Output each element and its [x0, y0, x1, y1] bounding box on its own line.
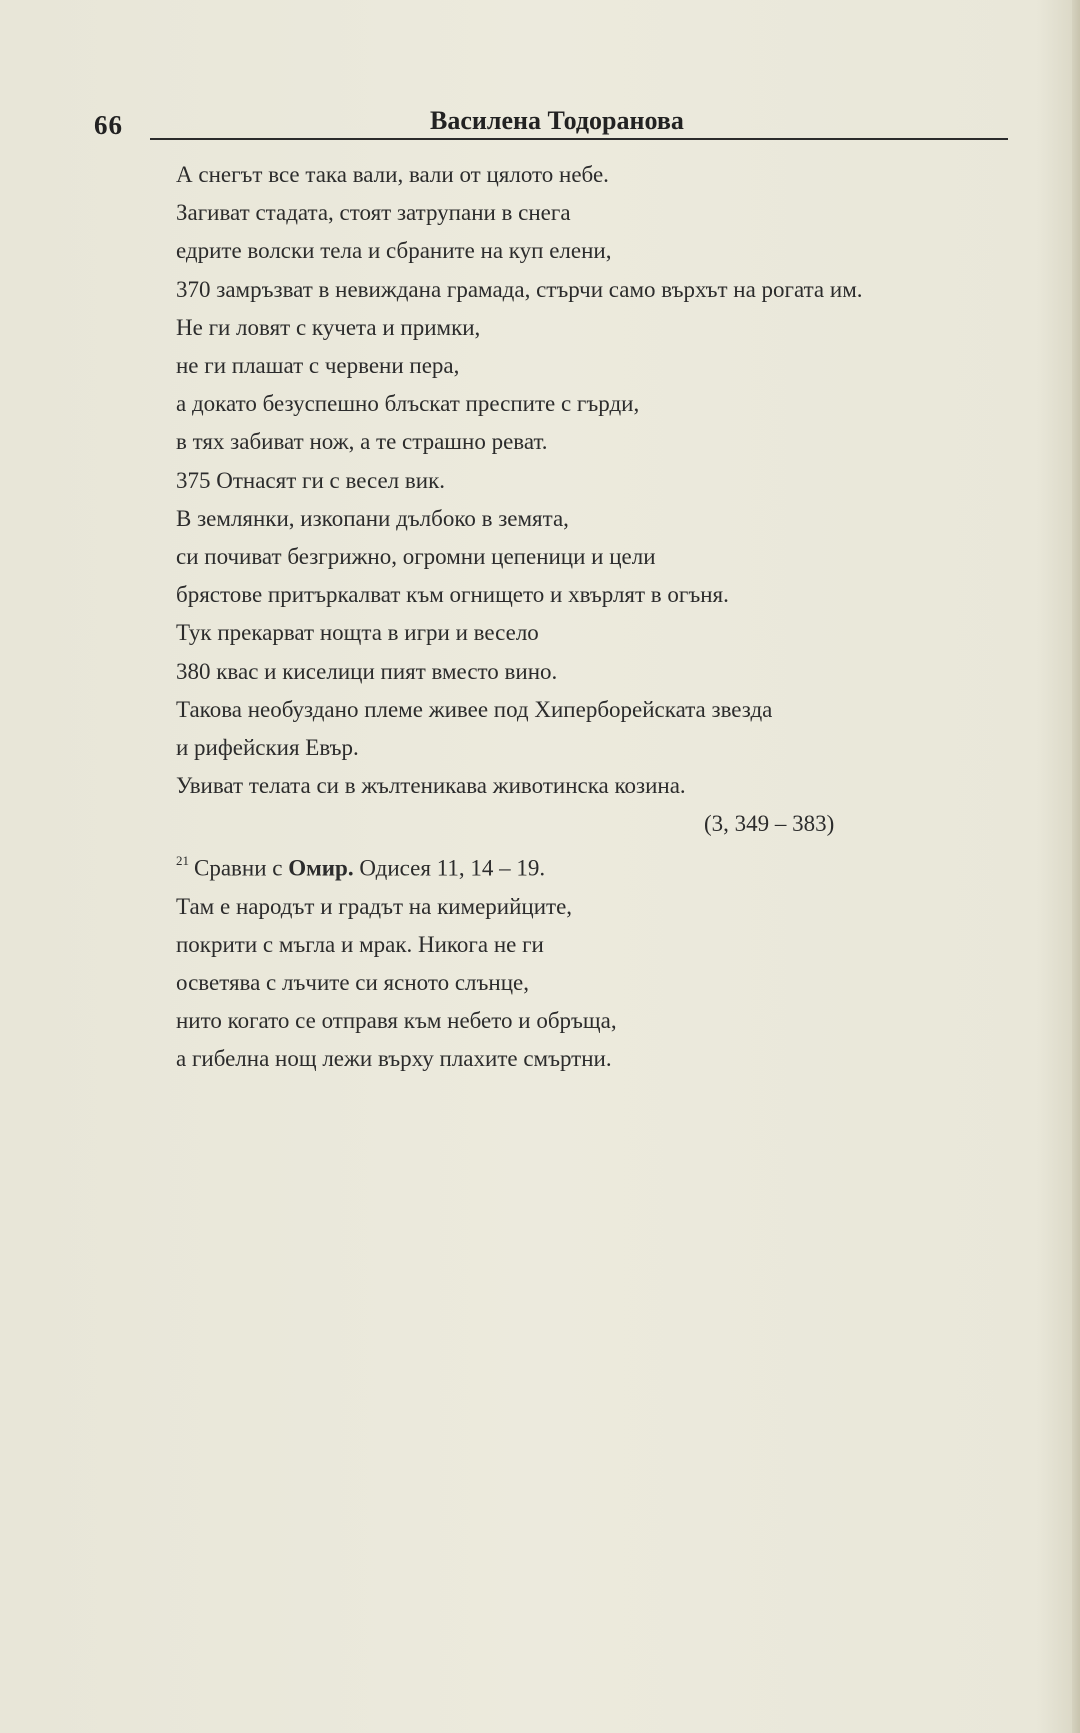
poem-line: си почиват безгрижно, огромни цепеници и цели: [176, 544, 656, 570]
poem-line: 370 замръзват в невиждана грамада, стърчи само върхът на рогата им.: [176, 276, 863, 302]
footnote-line: нито когато се отправя към небето и обръща,: [176, 1008, 617, 1034]
poem-line: 375 Отнасят ги с весел вик.: [176, 467, 445, 493]
poem-line: в тях забиват нож, а те страшно реват.: [176, 429, 548, 455]
poem-line: Тук прекарват нощта в игри и весело: [176, 620, 539, 646]
footnote-author: Омир.: [288, 855, 354, 881]
footnote-reference: Одисея 11, 14 – 19.: [353, 855, 546, 881]
poem-line: а докато безуспешно блъскат преспите с гърди,: [176, 391, 640, 417]
poem-line: Загиват стадата, стоят затрупани в снега: [176, 200, 571, 226]
poem-line: не ги плашат с червени пера,: [176, 353, 460, 379]
footnote-number: 21: [176, 852, 189, 868]
poem-line: и рифейския Евър.: [176, 735, 359, 761]
footnote-line: осветява с лъчите си ясното слънце,: [176, 969, 529, 995]
poem-line: А снегът все така вали, вали от цялото небе.: [176, 162, 609, 187]
footnote-line: а гибелна нощ лежи върху плахите смъртни.: [176, 1046, 612, 1072]
page-edge: [1072, 0, 1080, 1733]
poem-line: брястове притъркалват към огнището и хвърлят в огъня.: [176, 582, 729, 608]
page-header: [92, 102, 1008, 142]
poem-line: Такова необуздано племе живее под Хиперборейската звезда: [176, 696, 773, 722]
poem-line: едрите волски тела и сбраните на куп елени,: [176, 238, 612, 264]
footnote-line: Там е народът и градът на кимерийците,: [176, 893, 573, 919]
body-text: [176, 156, 1016, 1079]
poem-line: В землянки, изкопани дълбоко в земята,: [176, 505, 569, 531]
header-rule: [150, 138, 1008, 140]
poem-line: 380 квас и киселици пият вместо вино.: [176, 658, 558, 684]
poem-line: Увиват телата си в жълтеникава животинска козина.: [176, 773, 686, 799]
footnote-heading: [176, 844, 1016, 888]
footnote-line: покрити с мъгла и мрак. Никога не ги: [176, 931, 544, 957]
poem-line: Не ги ловят с кучета и примки,: [176, 314, 481, 340]
page-number: 66: [94, 110, 123, 140]
footnote-prefix: Сравни с: [194, 855, 289, 881]
running-head-author: Василена Тодоранова: [430, 106, 684, 135]
citation-reference: (3, 349 – 383): [704, 811, 835, 837]
